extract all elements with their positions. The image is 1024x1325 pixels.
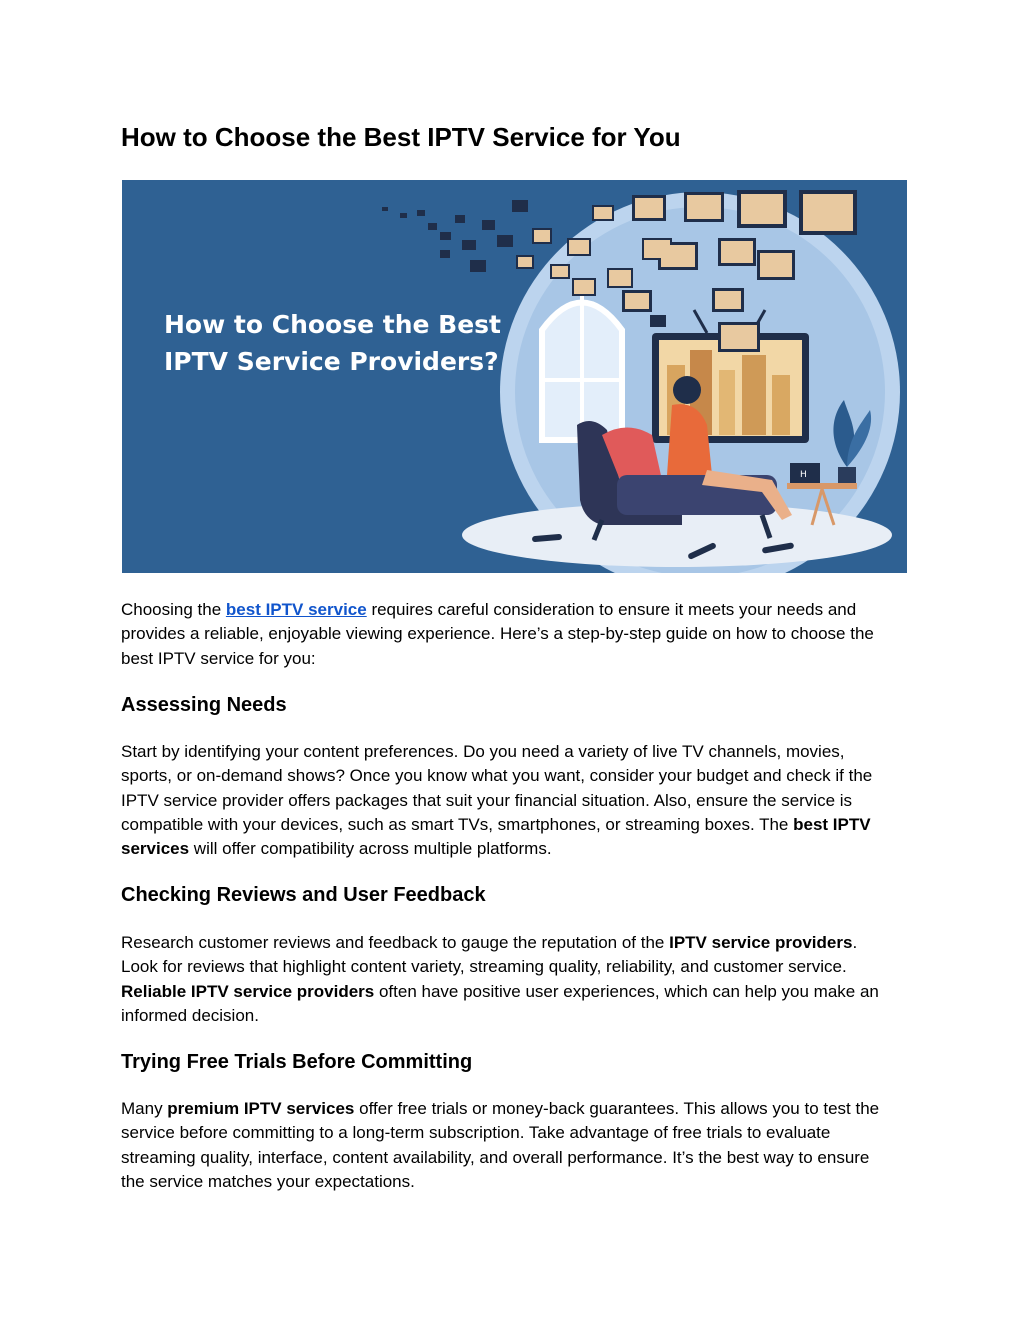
section-paragraph [121,931,891,1028]
hero-image [122,180,907,573]
section-heading: Assessing Needs [121,694,287,716]
bold-phrase: premium IPTV services [167,1099,355,1118]
intro-paragraph [121,598,891,671]
paragraph-text: offer free trials or money-back guarantees. This allows you to test the service before committing to a long-term subscription. Take advantage of free trials to evaluate streaming quality, interface, content availability, and overall performance. It’s the best way to ensure the service matches your expectations. [121,1099,880,1191]
section-reviews [121,882,891,908]
paragraph-text: Research customer reviews and feedback to gauge the reputation of the [121,933,670,952]
laptop-logo: H [800,470,807,480]
section-heading: Trying Free Trials Before Committing [121,1051,473,1073]
section-paragraph [121,740,891,861]
bold-phrase: Reliable IPTV service providers [121,981,375,1001]
page-title: How to Choose the Best IPTV Service for You [121,122,681,152]
section-paragraph [121,1097,891,1194]
hero-heading-line1: How to Choose the Best [164,310,502,339]
intro-text-before: Choosing the [121,600,226,619]
paragraph-text: Start by identifying your content preferences. Do you need a variety of live TV channels, movies, sports, or on-demand shows? Once you know what you want, consider your budget and check if the IPTV service provider offers packages that suit your financial situation. Also, ensure the service is compatible with your devices, such as smart TVs, smartphones, or streaming boxes. The [121,742,873,834]
section-free-trials [121,1049,891,1075]
paragraph-text: often have positive user experiences, which can help you make an informed decision. [121,981,879,1025]
paragraph-text: Many [121,1099,168,1118]
best-iptv-service-link[interactable]: best IPTV service [225,600,367,619]
intro-text-after: requires careful consideration to ensure it meets your needs and provides a reliable, enjoyable viewing experience. Here’s a step-by-step guide on how to choose the best IPTV service for you: [121,600,874,668]
hero-illustration [122,180,907,573]
section-assessing-needs [121,692,891,718]
bold-phrase: best IPTV services [121,814,871,859]
bold-phrase: IPTV service providers [669,933,853,952]
paragraph-text: will offer compatibility across multiple platforms. [189,839,552,859]
hero-heading-line2: IPTV Service Providers? [164,347,499,376]
paragraph-text: . Look for reviews that highlight content variety, streaming quality, reliability, and customer service. [121,933,858,977]
section-heading: Checking Reviews and User Feedback [121,884,486,906]
